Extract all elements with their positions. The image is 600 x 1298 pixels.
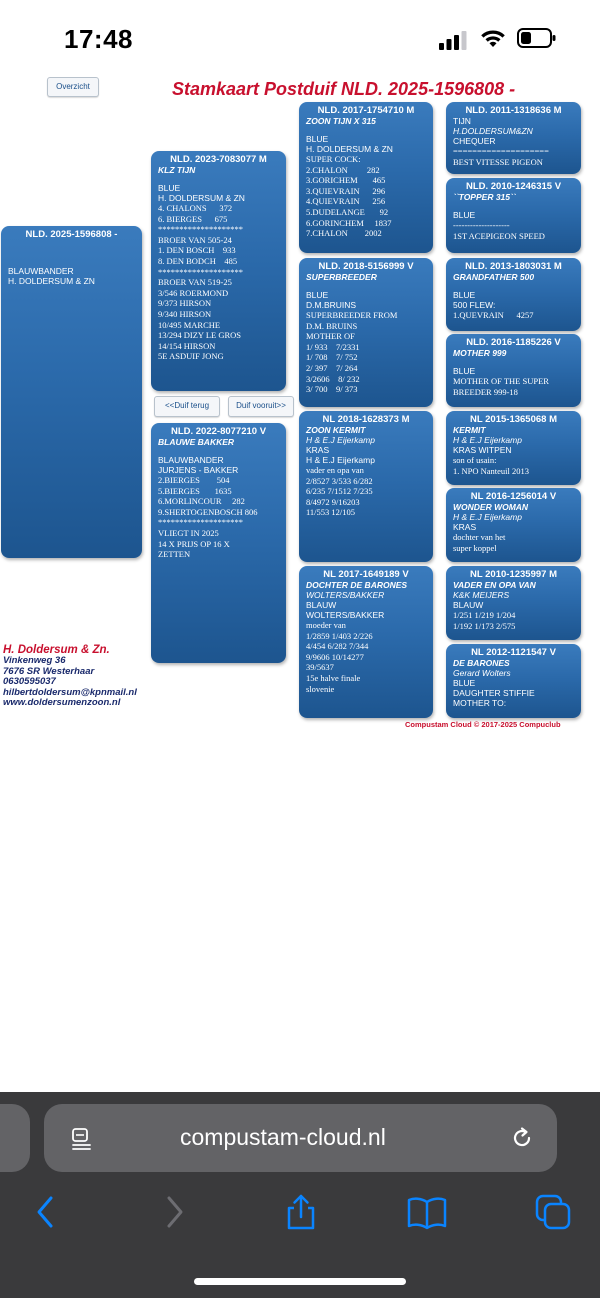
ring-number: NLD. 2022-8077210 V [170, 426, 267, 437]
bookmarks-icon[interactable] [407, 1192, 447, 1232]
card-line: Gerard Wolters [453, 668, 511, 678]
pigeon-card-subject[interactable] [1, 226, 142, 558]
card-line: TIJN [453, 116, 471, 126]
card-notes: -------------------- 1ST ACEPIGEON SPEED [453, 220, 545, 241]
card-notes: 1.QUEVRAIN 4257 [453, 310, 534, 320]
card-line: 500 FLEW: [453, 300, 496, 310]
previous-tab-pill[interactable] [0, 1104, 30, 1172]
pigeon-name: BLAUWE BAKKER [158, 437, 235, 447]
ring-number: NL 2016-1256014 V [470, 491, 557, 502]
card-notes: 1/251 1/219 1/204 1/192 1/173 2/575 [453, 610, 516, 631]
breeder-name: H. Doldersum & Zn. [3, 644, 110, 656]
card-line: H. DOLDERSUM & ZN [158, 193, 245, 203]
pigeon-name: VADER EN OPA VAN [453, 580, 536, 590]
pigeon-card-fff[interactable] [446, 102, 581, 174]
pigeon-card-ffm[interactable] [446, 178, 581, 253]
pigeon-name: KLZ TIJN [158, 165, 196, 175]
back-icon[interactable] [25, 1192, 65, 1232]
card-line: BLUE [158, 183, 181, 193]
pigeon-card-mm[interactable] [299, 566, 433, 718]
card-line: H. DOLDERSUM & ZN [8, 276, 95, 286]
card-line: BLUE [306, 290, 329, 300]
card-notes: vader en opa van 2/8527 3/533 6/282 6/235 7/1512 7/235 8/4972 9/16203 11/553 12/105 [306, 465, 373, 518]
ring-number: NL 2017-1649189 V [323, 569, 409, 580]
card-line: BLUE [453, 678, 476, 688]
duif-vooruit-button[interactable]: Duif vooruit>> [228, 396, 294, 417]
card-notes: 2.BIERGES 504 5.BIERGES 1635 6.MORLINCOUR 282 9.SHERTOGENBOSCH 806 ******************** VLIEGT IN 2025 14 X PRIJS OP 16 X ZETTEN [158, 475, 258, 560]
contact-block [3, 644, 137, 709]
tabs-icon[interactable] [533, 1192, 573, 1232]
card-line: KRAS [453, 522, 477, 532]
pigeon-card-ff[interactable] [299, 102, 433, 253]
pigeon-card-mmf[interactable] [446, 566, 581, 640]
card-line: WOLTERS/BAKKER [306, 610, 385, 620]
card-notes: MOTHER OF THE SUPER BREEDER 999-18 [453, 376, 549, 397]
ring-number: NLD. 2011-1318636 M [465, 105, 562, 116]
card-line: H.DOLDERSUM&ZN [453, 126, 533, 136]
pigeon-name: SUPERBREEDER [306, 272, 377, 282]
ring-number: NLD. 2013-1803031 M [465, 261, 562, 272]
card-line: CHEQUER [453, 136, 496, 146]
card-line: KRAS WITPEN [453, 445, 512, 455]
ring-number: NL 2018-1628373 M [322, 414, 410, 425]
ring-number: NLD. 2025-1596808 - [25, 229, 118, 240]
pigeon-card-mff[interactable] [446, 411, 581, 485]
page-title: Stamkaart Postduif NLD. 2025-1596808 - [172, 79, 516, 99]
ring-number: NL 2010-1235997 M [470, 569, 557, 580]
ring-number: NLD. 2010-1246315 V [465, 181, 562, 192]
card-notes: SUPERBREEDER FROM D.M. BRUINS MOTHER OF 1/ 933 7/2331 1/ 708 7/ 752 2/ 397 7/ 264 3/2606 8/ 232 3/ 700 9/ 373 [306, 310, 398, 395]
card-line: BLAUWBANDER [8, 266, 74, 276]
pigeon-name: ZOON KERMIT [306, 425, 366, 435]
ring-number: NL 2015-1365068 M [470, 414, 557, 425]
pigeon-name: KERMIT [453, 425, 486, 435]
battery-icon [517, 27, 557, 49]
pigeon-card-mother[interactable] [151, 423, 286, 663]
card-line: MOTHER TO: [453, 698, 507, 708]
card-line: D.M.BRUINS [306, 300, 357, 310]
ring-number: NLD. 2023-7083077 M [170, 154, 267, 165]
ring-number: NL 2012-1121547 V [471, 647, 556, 658]
pigeon-name: ``TOPPER 315`` [453, 192, 516, 202]
pigeon-card-fm[interactable] [299, 258, 433, 407]
card-line: BLUE [453, 290, 476, 300]
share-icon[interactable] [281, 1192, 321, 1232]
pigeon-card-mfm[interactable] [446, 488, 581, 562]
card-notes: son of usain: 1. NPO Nanteuil 2013 [453, 455, 530, 476]
pigeon-name: DOCHTER DE BARONES [306, 580, 408, 590]
pigeon-card-fmm[interactable] [446, 334, 581, 407]
status-bar [0, 0, 600, 70]
card-line: H & E.J Eijerkamp [306, 455, 375, 465]
city: 7676 SR Westerhaar [3, 665, 95, 677]
ring-number: NLD. 2018-5156999 V [318, 261, 414, 272]
pigeon-name: GRANDFATHER 500 [453, 272, 535, 282]
email-link[interactable]: hilbertdoldersum@kpnmail.nl [3, 686, 137, 698]
wifi-icon [479, 27, 507, 49]
pigeon-card-father[interactable] [151, 151, 286, 391]
card-line: JURJENS - BAKKER [158, 465, 239, 475]
card-notes: ==================== BEST VITESSE PIGEON [453, 146, 549, 167]
duif-terug-button[interactable]: <<Duif terug [154, 396, 220, 417]
forward-icon[interactable] [155, 1192, 195, 1232]
card-line: H & E.J Eijerkamp [453, 435, 522, 445]
card-line: WOLTERS/BAKKER [306, 590, 385, 600]
card-line: BLUE [453, 366, 476, 376]
card-notes: SUPER COCK: 2.CHALON 282 3.GORICHEM 465 3.QUIEVRAIN 296 4.QUIEVRAIN 256 5.DUDELANGE 92 6.GORINCHEM 1837 7.CHALON 2002 [306, 154, 392, 239]
card-line: BLAUW [306, 600, 337, 610]
signal-icon [438, 30, 468, 50]
card-line: KRAS [306, 445, 330, 455]
copyright: Compustam Cloud © 2017-2025 Compuclub [405, 720, 561, 729]
reload-icon[interactable] [509, 1125, 535, 1151]
ring-number: NLD. 2016-1185226 V [466, 337, 561, 348]
card-line: BLAUW [453, 600, 484, 610]
pigeon-card-mf[interactable] [299, 411, 433, 562]
card-line: DAUGHTER STIFFIE [453, 688, 535, 698]
card-notes: moeder van 1/2859 1/403 2/226 4/454 6/282 7/344 9/9606 10/14277 39/5637 15e halve finale slovenie [306, 620, 373, 694]
card-line: H & E.J Eijerkamp [306, 435, 375, 445]
overzicht-button[interactable]: Overzicht [47, 77, 99, 97]
card-notes: 4. CHALONS 372 6. BIERGES 675 ******************** BROER VAN 505-24 1. DEN BOSCH 933 8. DEN BODCH 485 ******************** BROER VAN 519-25 3/546 ROERMOND 9/373 HIRSON 9/340 HIRSON 10/495 MARCHE 13/294 DIZY LE GROS 14/154 HIRSON 5E ASDUIF JONG [158, 203, 243, 362]
pigeon-card-mmm[interactable] [446, 644, 581, 718]
phone: 0630595037 [3, 676, 56, 687]
website-link[interactable]: www.doldersumenzoon.nl [3, 697, 121, 708]
card-line: BLUE [306, 134, 329, 144]
pigeon-card-fmf[interactable] [446, 258, 581, 331]
card-line: K&K MEIJERS [453, 590, 510, 600]
card-line: H. DOLDERSUM & ZN [306, 144, 393, 154]
status-time: 17:48 [64, 24, 133, 54]
url-text[interactable]: compustam-cloud.nl [180, 1124, 386, 1150]
card-line: BLUE [453, 210, 476, 220]
ring-number: NLD. 2017-1754710 M [317, 105, 415, 116]
card-notes: dochter van het super koppel [453, 532, 506, 553]
card-line: H & E.J Eijerkamp [453, 512, 522, 522]
pigeon-name: MOTHER 999 [453, 348, 507, 358]
card-line: BLAUWBANDER [158, 455, 224, 465]
pigeon-name: DE BARONES [453, 658, 510, 668]
pigeon-name: WONDER WOMAN [453, 502, 529, 512]
home-indicator [194, 1278, 406, 1285]
reader-icon[interactable] [70, 1126, 94, 1150]
pigeon-name: ZOON TIJN X 315 [306, 116, 376, 126]
street: Vinkenweg 36 [3, 655, 66, 666]
